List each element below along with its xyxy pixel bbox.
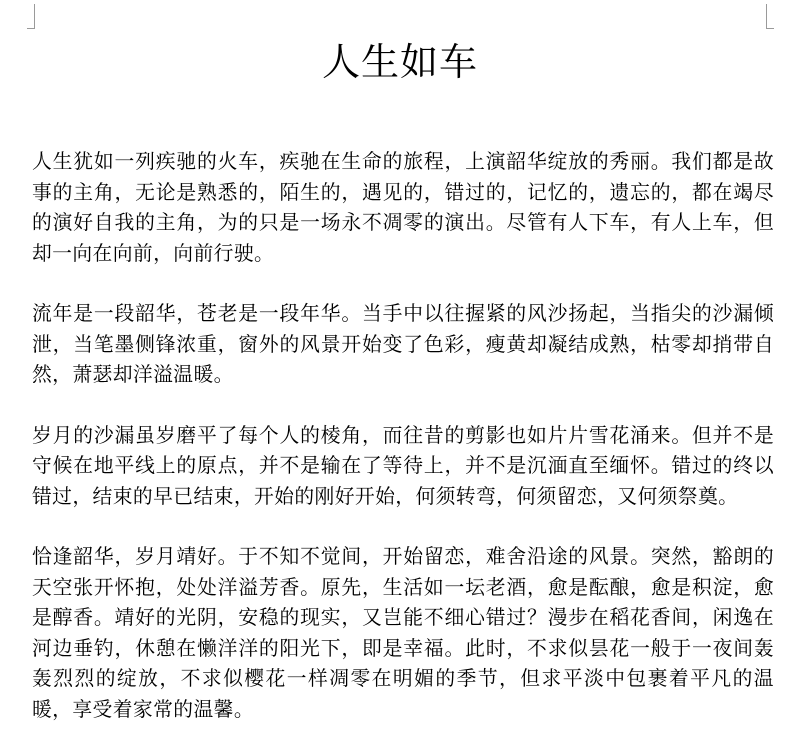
paragraph-1: 人生犹如一列疾驰的火车，疾驰在生命的旅程，上演韶华绽放的秀丽。我们都是故事的主角，无论是熟悉的，陌生的，遇见的，错过的，记忆的，遗忘的，都在竭尽的演好自我的主角，为的只是一场永不凋零的演出。尽管有人下车，有人上车，但却一向在向前，向前行驶。 bbox=[32, 150, 774, 265]
page-corner-mark-top-right bbox=[766, 4, 774, 29]
document-body bbox=[32, 147, 774, 755]
paragraph-4: 恰逢韶华，岁月靖好。于不知不觉间，开始留恋，难舍沿途的风景。突然，豁朗的天空张开怀抱，处处洋溢芳香。原先，生活如一坛老酒，愈是酝酿，愈是积淀，愈是醇香。靖好的光阴，安稳的现实，又岂能不细心错过？漫步在稻花香间，闲逸在河边垂钓，休憩在懒洋洋的阳光下，即是幸福。此时，不求似昙花一般于一夜间轰轰烈烈的绽放，不求似樱花一样凋零在明媚的季节，但求平淡中包裹着平凡的温暖，享受着家常的温馨。 bbox=[32, 545, 774, 721]
document-title: 人生如车 bbox=[321, 40, 478, 84]
page-corner-mark-top-left bbox=[27, 4, 35, 29]
paragraph-3: 岁月的沙漏虽岁磨平了每个人的棱角，而往昔的剪影也如片片雪花涌来。但并不是守候在地平线上的原点，并不是输在了等待上，并不是沉湎直至缅怀。错过的终以错过，结束的早已结束，开始的刚好开始，何须转弯，何须留恋，又何须祭奠。 bbox=[32, 423, 774, 508]
paragraph-2: 流年是一段韶华，苍老是一段年华。当手中以往握紧的风沙扬起，当指尖的沙漏倾泄，当笔墨侧锋浓重，窗外的风景开始变了色彩，瘦黄却凝结成熟，枯零却捎带自然，萧瑟却洋溢温暖。 bbox=[32, 302, 774, 386]
